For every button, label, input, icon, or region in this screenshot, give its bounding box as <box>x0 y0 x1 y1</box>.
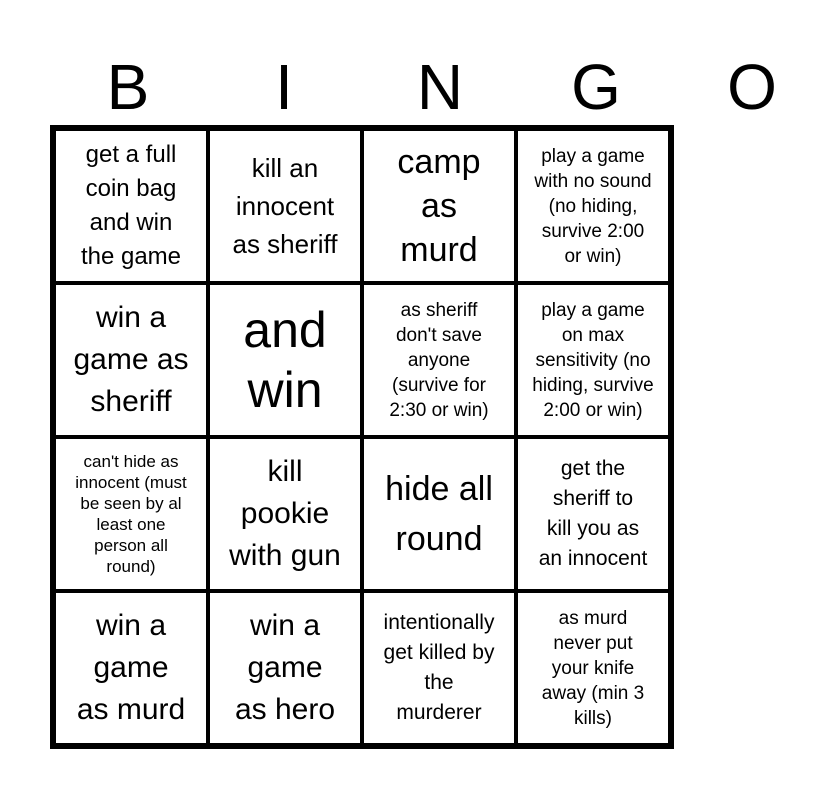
cell-text: can't hide as innocent (must be seen by al least one person all round) <box>75 452 187 576</box>
bingo-cell[interactable] <box>54 283 208 437</box>
cell-text: get a full coin bag and win the game <box>80 141 182 270</box>
bingo-cell[interactable] <box>362 437 516 591</box>
bingo-header <box>50 51 777 123</box>
bingo-cell[interactable] <box>516 437 670 591</box>
cell-text: and win <box>243 302 327 418</box>
cell-text: hide all round <box>385 470 493 558</box>
bingo-cell[interactable] <box>516 129 670 283</box>
bingo-cell[interactable] <box>208 283 362 437</box>
bingo-cell[interactable] <box>208 129 362 283</box>
bingo-cell[interactable] <box>516 283 670 437</box>
cell-text: kill pookie with gun <box>229 455 341 572</box>
cell-text: camp as murd <box>397 143 481 269</box>
cell-text: win a game as hero <box>234 609 336 726</box>
cell-text: as murd never put your knife away (min 3 kills) <box>541 607 645 729</box>
bingo-cell[interactable] <box>362 591 516 745</box>
bingo-cell[interactable] <box>362 129 516 283</box>
cell-text: kill an innocent as sheriff <box>232 153 338 259</box>
header-letter-o: O <box>727 51 777 123</box>
cell-text: win a game as murd <box>76 609 186 726</box>
bingo-cell[interactable] <box>54 591 208 745</box>
bingo-cell[interactable] <box>362 283 516 437</box>
header-letter-i: I <box>275 51 293 123</box>
header-letter-b: B <box>106 51 150 123</box>
bingo-cell[interactable] <box>54 129 208 283</box>
cell-text: play a game with no sound (no hiding, survive 2:00 or win) <box>534 145 652 267</box>
header-letter-g: G <box>571 51 621 123</box>
header-letter-n: N <box>416 51 464 123</box>
bingo-card <box>50 125 674 749</box>
bingo-cell[interactable] <box>208 437 362 591</box>
cell-text: intentionally get killed by the murderer <box>383 611 495 724</box>
cell-text: as sheriff don't save anyone (survive for 2:30 or win) <box>389 299 489 421</box>
cell-text: play a game on max sensitivity (no hiding, survive 2:00 or win) <box>532 299 654 421</box>
bingo-cell[interactable] <box>54 437 208 591</box>
bingo-cell[interactable] <box>516 591 670 745</box>
bingo-cell[interactable] <box>208 591 362 745</box>
cell-text: get the sheriff to kill you as an innocent <box>538 457 648 570</box>
cell-text: win a game as sheriff <box>73 301 189 418</box>
